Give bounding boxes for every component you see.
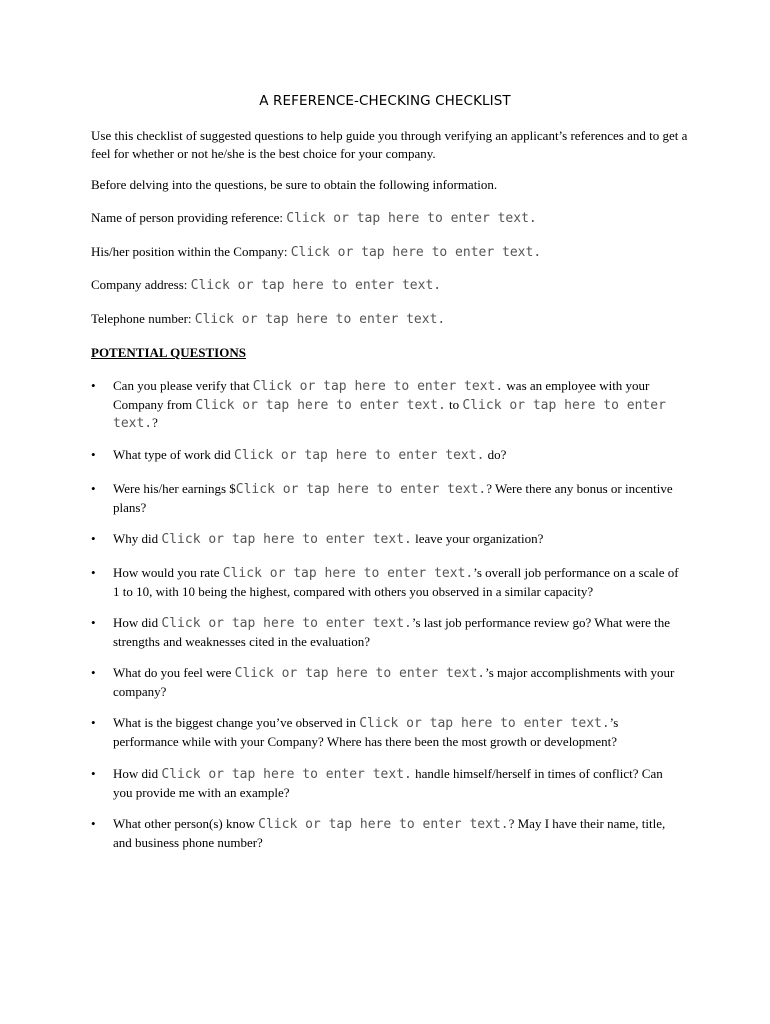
- text-entry-input[interactable]: Click or tap here to enter text.: [161, 616, 412, 631]
- question-text-part: leave your organization?: [411, 531, 544, 546]
- question-text: [113, 614, 685, 650]
- question-text: [113, 765, 685, 801]
- telephone-label: Telephone number:: [91, 311, 192, 326]
- bullet: •: [91, 531, 96, 546]
- question-text: [113, 480, 685, 516]
- intro-paragraph: Use this checklist of suggested questions to help guide you through verifying an applicant’s references and to get a feel for whether or not he/she is the best choice for your company.: [91, 128, 688, 161]
- text-entry-input[interactable]: Click or tap here to enter text.: [233, 448, 485, 463]
- company-address-label: Company address:: [91, 277, 188, 292]
- bullet: •: [91, 378, 96, 393]
- start-date-input[interactable]: Click or tap here to enter text.: [195, 397, 446, 413]
- employee-name-input[interactable]: Click or tap here to enter text.: [252, 379, 504, 394]
- question-text-part: How would you rate: [113, 565, 223, 580]
- company-address-input[interactable]: Click or tap here to enter text.: [190, 278, 442, 293]
- question-text: [113, 446, 685, 465]
- question-text-part: How did: [113, 766, 162, 781]
- text-entry-input[interactable]: Click or tap here to enter text.: [161, 532, 412, 547]
- question-text-part: What other person(s) know: [113, 816, 259, 831]
- earnings-input[interactable]: Click or tap here to enter text.: [235, 482, 487, 497]
- text-entry-input[interactable]: Click or tap here to enter text.: [234, 666, 486, 681]
- question-text-part: How did: [113, 615, 162, 630]
- question-text-part: ? Were there any bonus or incentive plans?: [113, 481, 673, 515]
- text-entry-input[interactable]: Click or tap here to enter text.: [258, 817, 509, 832]
- question-text-part: What type of work did: [113, 447, 234, 462]
- page-title: A REFERENCE-CHECKING CHECKLIST: [259, 93, 511, 109]
- bullet: •: [91, 565, 96, 580]
- question-text-part: Can you please verify that: [113, 378, 253, 393]
- question-text: [113, 664, 685, 700]
- bullet: •: [91, 816, 96, 831]
- question-text-part: Why did: [113, 531, 162, 546]
- question-text: [113, 530, 685, 549]
- bullet: •: [91, 447, 96, 462]
- question-text-part: ’s overall job performance on a scale of 1 to 10, with 10 being the highest, compared with others you observed in a similar capacity?: [113, 565, 679, 599]
- bullet: •: [91, 615, 96, 630]
- question-text: [113, 564, 685, 600]
- question-text-part: ’s performance while with your Company? Where has there been the most growth or development?: [113, 715, 619, 749]
- question-text-part: ’s last job performance review go? What were the strengths and weaknesses cited in the evaluation?: [113, 615, 671, 649]
- question-text-part: do?: [484, 447, 507, 462]
- text-entry-input[interactable]: Click or tap here to enter text.: [359, 716, 610, 731]
- reference-position-input[interactable]: Click or tap here to enter text.: [290, 245, 542, 260]
- bullet: •: [91, 715, 96, 730]
- reference-position-label: His/her position within the Company:: [91, 244, 288, 259]
- reference-name-field: [91, 209, 537, 228]
- reference-position-field: [91, 243, 541, 262]
- bullet: •: [91, 766, 96, 781]
- question-text: [113, 815, 685, 851]
- question-text-part: What is the biggest change you’ve observed in: [113, 715, 360, 730]
- company-address-field: [91, 276, 441, 295]
- text-entry-input[interactable]: Click or tap here to enter text.: [222, 566, 474, 581]
- section-heading: POTENTIAL QUESTIONS: [91, 345, 246, 360]
- question-text-part: ? May I have their name, title, and business phone number?: [113, 816, 666, 850]
- question-text: [113, 377, 685, 433]
- end-date-input[interactable]: Click or tap here to enter text.: [113, 397, 666, 431]
- telephone-input[interactable]: Click or tap here to enter text.: [194, 312, 446, 327]
- reference-name-label: Name of person providing reference:: [91, 210, 284, 225]
- question-text: [113, 714, 685, 750]
- bullet: •: [91, 481, 96, 496]
- bullet: •: [91, 665, 96, 680]
- question-text-part: ?: [152, 415, 158, 430]
- reference-name-input[interactable]: Click or tap here to enter text.: [286, 211, 537, 226]
- question-text-part: What do you feel were: [113, 665, 235, 680]
- question-text-part: ’s major accomplishments with your company?: [113, 665, 675, 699]
- text-entry-input[interactable]: Click or tap here to enter text.: [161, 767, 412, 782]
- question-text-part: Were his/her earnings $: [113, 481, 236, 496]
- before-paragraph: Before delving into the questions, be sure to obtain the following information.: [91, 177, 498, 192]
- question-text-part: was an employee with your Company from: [113, 378, 650, 412]
- question-text-part: handle himself/herself in times of conflict? Can you provide me with an example?: [113, 766, 663, 800]
- telephone-field: [91, 310, 445, 329]
- question-text-part: to: [445, 396, 463, 412]
